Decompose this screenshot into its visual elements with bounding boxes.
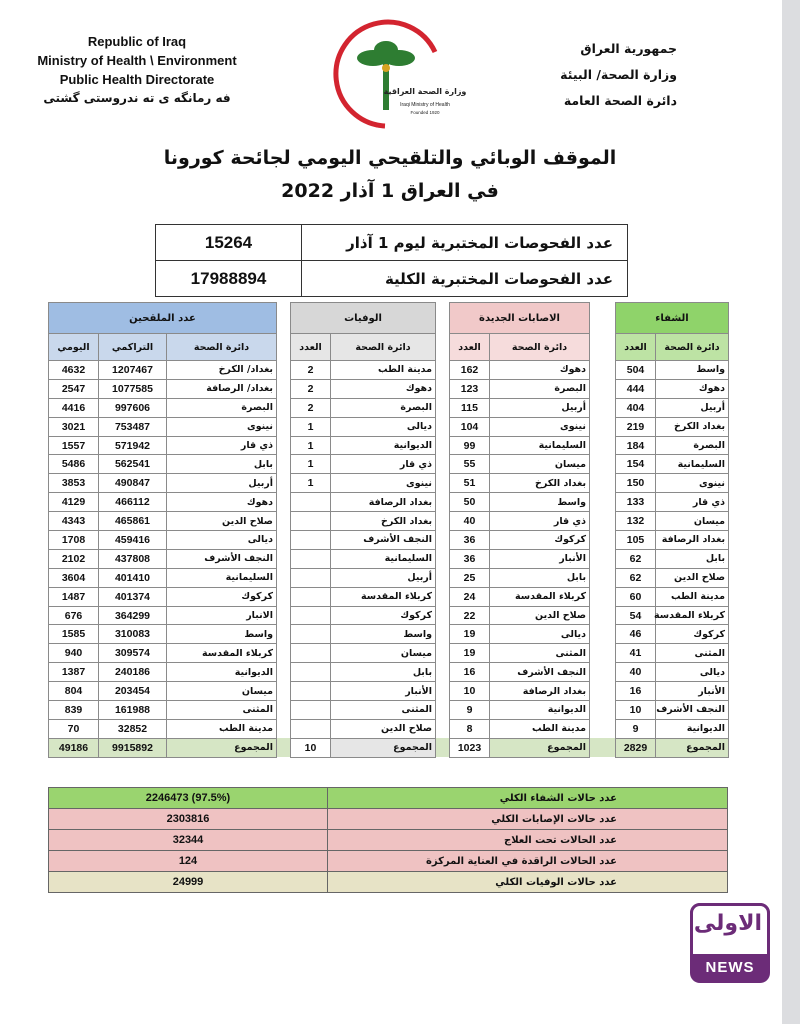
- total-deaths-label: المجموع: [331, 738, 436, 757]
- recovered-count-cell: 154: [616, 455, 656, 474]
- col-deaths-directorate: دائرة الصحة: [331, 334, 436, 361]
- recovered-count-cell: 62: [616, 549, 656, 568]
- infections-count-cell: 16: [450, 663, 490, 682]
- summary-value: 124: [49, 851, 328, 872]
- infections-directorate-cell: كربلاء المقدسة: [490, 587, 590, 606]
- vacc-cumulative-cell: 161988: [99, 701, 167, 720]
- deaths-count-cell: 1: [291, 455, 331, 474]
- vacc-directorate-cell: صلاح الدين: [167, 512, 277, 531]
- summary-label: عدد حالات الوفيات الكلي: [328, 872, 728, 893]
- table-row: [49, 474, 729, 493]
- infections-count-cell: 25: [450, 568, 490, 587]
- summary-row: [49, 830, 728, 851]
- deaths-directorate-cell: الأنبار: [331, 682, 436, 701]
- deaths-count-cell: [291, 587, 331, 606]
- infections-directorate-cell: كركوك: [490, 531, 590, 550]
- deaths-directorate-cell: ديالى: [331, 417, 436, 436]
- vacc-daily-cell: 5486: [49, 455, 99, 474]
- vacc-cumulative-cell: 240186: [99, 663, 167, 682]
- vacc-directorate-cell: النجف الأشرف: [167, 549, 277, 568]
- news-logo-badge: [690, 903, 770, 983]
- section-infections: الاصابات الجديدة: [450, 303, 590, 334]
- col-vacc-daily: اليومي: [49, 334, 99, 361]
- summary-label: عدد الحالات تحت العلاج: [328, 830, 728, 851]
- screen-edge: [782, 0, 800, 1024]
- table-row: [49, 436, 729, 455]
- infections-count-cell: 19: [450, 625, 490, 644]
- vacc-daily-cell: 940: [49, 644, 99, 663]
- total-infections: 1023: [450, 738, 490, 757]
- infections-directorate-cell: ميسان: [490, 455, 590, 474]
- infections-directorate-cell: بابل: [490, 568, 590, 587]
- deaths-count-cell: [291, 644, 331, 663]
- infections-count-cell: 10: [450, 682, 490, 701]
- vacc-cumulative-cell: 1207467: [99, 361, 167, 380]
- daily-tests-label: عدد الفحوصات المختبرية ليوم 1 آذار: [302, 225, 628, 261]
- vacc-cumulative-cell: 437808: [99, 549, 167, 568]
- column-header-row: [49, 334, 729, 361]
- vacc-cumulative-cell: 32852: [99, 719, 167, 738]
- vacc-directorate-cell: الانبار: [167, 606, 277, 625]
- header-en-line: Republic of Iraq: [87, 34, 187, 49]
- vacc-directorate-cell: السليمانية: [167, 568, 277, 587]
- section-deaths: الوفيات: [291, 303, 436, 334]
- table-row: [49, 644, 729, 663]
- vacc-directorate-cell: مدينة الطب: [167, 719, 277, 738]
- infections-directorate-cell: النجف الأشرف: [490, 663, 590, 682]
- section-header-row: [49, 303, 729, 334]
- infections-directorate-cell: صلاح الدين: [490, 606, 590, 625]
- recovered-count-cell: 444: [616, 379, 656, 398]
- recovered-directorate-cell: صلاح الدين: [656, 568, 729, 587]
- vacc-directorate-cell: نينوى: [167, 417, 277, 436]
- table-row: [49, 361, 729, 380]
- table-row: [49, 531, 729, 550]
- section-recovered: الشفاء: [616, 303, 729, 334]
- report-title: الموقف الوبائي والتلقيحي اليومي لجائحة كورونا: [163, 147, 617, 169]
- total-infections-label: المجموع: [490, 738, 590, 757]
- statistics-table: [48, 302, 729, 758]
- recovered-directorate-cell: النجف الأشرف: [656, 701, 729, 720]
- infections-directorate-cell: الأنبار: [490, 549, 590, 568]
- recovered-count-cell: 105: [616, 531, 656, 550]
- summary-row: [49, 788, 728, 809]
- vacc-cumulative-cell: 997606: [99, 398, 167, 417]
- vacc-directorate-cell: كربلاء المقدسة: [167, 644, 277, 663]
- infections-count-cell: 8: [450, 719, 490, 738]
- total-recovered: 2829: [616, 738, 656, 757]
- table-row: [49, 587, 729, 606]
- summary-label: عدد حالات الإصابات الكلي: [328, 809, 728, 830]
- deaths-directorate-cell: صلاح الدين: [331, 719, 436, 738]
- summary-value: 24999: [49, 872, 328, 893]
- daily-tests-row: [156, 225, 628, 261]
- infections-count-cell: 51: [450, 474, 490, 493]
- recovered-directorate-cell: دهوك: [656, 379, 729, 398]
- vacc-daily-cell: 3853: [49, 474, 99, 493]
- table-row: [49, 549, 729, 568]
- vacc-directorate-cell: ميسان: [167, 682, 277, 701]
- infections-directorate-cell: بغداد الكرخ: [490, 474, 590, 493]
- table-row: [49, 719, 729, 738]
- deaths-count-cell: [291, 606, 331, 625]
- recovered-count-cell: 62: [616, 568, 656, 587]
- recovered-directorate-cell: كربلاء المقدسة: [656, 606, 729, 625]
- total-deaths: 10: [291, 738, 331, 757]
- infections-directorate-cell: المثنى: [490, 644, 590, 663]
- vacc-daily-cell: 839: [49, 701, 99, 720]
- vacc-cumulative-cell: 562541: [99, 455, 167, 474]
- vacc-directorate-cell: دهوك: [167, 493, 277, 512]
- recovered-count-cell: 16: [616, 682, 656, 701]
- deaths-count-cell: 2: [291, 398, 331, 417]
- table-row: [49, 379, 729, 398]
- deaths-count-cell: [291, 625, 331, 644]
- table-row: [49, 625, 729, 644]
- deaths-directorate-cell: بابل: [331, 663, 436, 682]
- header-en-line: Ministry of Health \ Environment: [37, 53, 237, 68]
- recovered-count-cell: 54: [616, 606, 656, 625]
- vacc-cumulative-cell: 490847: [99, 474, 167, 493]
- col-infections-directorate: دائرة الصحة: [490, 334, 590, 361]
- total-vacc-daily: 49186: [49, 738, 99, 757]
- table-row: [49, 512, 729, 531]
- infections-count-cell: 24: [450, 587, 490, 606]
- vacc-daily-cell: 4129: [49, 493, 99, 512]
- infections-count-cell: 99: [450, 436, 490, 455]
- daily-tests-value: 15264: [156, 225, 302, 261]
- infections-count-cell: 123: [450, 379, 490, 398]
- totals-row: [49, 738, 729, 757]
- header-en-line: فه رمانگه ى ته ندروستى گشتى: [43, 91, 231, 105]
- vacc-daily-cell: 2547: [49, 379, 99, 398]
- vacc-cumulative-cell: 571942: [99, 436, 167, 455]
- recovered-count-cell: 9: [616, 719, 656, 738]
- infections-directorate-cell: الديوانية: [490, 701, 590, 720]
- col-infections-count: العدد: [450, 334, 490, 361]
- vacc-cumulative-cell: 466112: [99, 493, 167, 512]
- infections-directorate-cell: نينوى: [490, 417, 590, 436]
- vacc-daily-cell: 1585: [49, 625, 99, 644]
- recovered-count-cell: 132: [616, 512, 656, 531]
- deaths-count-cell: [291, 568, 331, 587]
- header-arabic: [477, 36, 677, 114]
- infections-count-cell: 162: [450, 361, 490, 380]
- deaths-directorate-cell: النجف الأشرف: [331, 531, 436, 550]
- deaths-count-cell: [291, 512, 331, 531]
- deaths-directorate-cell: المثنى: [331, 701, 436, 720]
- deaths-directorate-cell: كركوك: [331, 606, 436, 625]
- infections-count-cell: 22: [450, 606, 490, 625]
- vacc-directorate-cell: الديوانية: [167, 663, 277, 682]
- summary-value: 2303816: [49, 809, 328, 830]
- summary-value: 32344: [49, 830, 328, 851]
- vacc-directorate-cell: واسط: [167, 625, 277, 644]
- vacc-daily-cell: 4343: [49, 512, 99, 531]
- deaths-count-cell: [291, 701, 331, 720]
- infections-directorate-cell: دهوك: [490, 361, 590, 380]
- recovered-directorate-cell: أربيل: [656, 398, 729, 417]
- badge-news: NEWS: [705, 959, 755, 976]
- vacc-cumulative-cell: 309574: [99, 644, 167, 663]
- vacc-daily-cell: 4416: [49, 398, 99, 417]
- recovered-directorate-cell: ميسان: [656, 512, 729, 531]
- deaths-count-cell: [291, 493, 331, 512]
- header-ar-line: دائرة الصحة العامة: [563, 93, 677, 108]
- vacc-cumulative-cell: 465861: [99, 512, 167, 531]
- deaths-directorate-cell: واسط: [331, 625, 436, 644]
- summary-label: عدد الحالات الراقدة في العناية المركزة: [328, 851, 728, 872]
- total-tests-value: 17988894: [156, 261, 302, 297]
- vacc-cumulative-cell: 364299: [99, 606, 167, 625]
- vacc-daily-cell: 1708: [49, 531, 99, 550]
- summary-row: [49, 809, 728, 830]
- table-row: [49, 398, 729, 417]
- infections-count-cell: 40: [450, 512, 490, 531]
- vacc-daily-cell: 4632: [49, 361, 99, 380]
- deaths-count-cell: 1: [291, 436, 331, 455]
- header-en-line: Public Health Directorate: [59, 72, 215, 87]
- deaths-directorate-cell: البصرة: [331, 398, 436, 417]
- recovered-count-cell: 46: [616, 625, 656, 644]
- recovered-count-cell: 184: [616, 436, 656, 455]
- vacc-daily-cell: 1387: [49, 663, 99, 682]
- infections-directorate-cell: ذي قار: [490, 512, 590, 531]
- summary-table: [48, 787, 728, 893]
- vacc-cumulative-cell: 203454: [99, 682, 167, 701]
- col-deaths-count: العدد: [291, 334, 331, 361]
- table-row: [49, 417, 729, 436]
- infections-directorate-cell: واسط: [490, 493, 590, 512]
- header-ar-line: وزارة الصحة/ البيئة: [560, 67, 677, 82]
- deaths-count-cell: [291, 549, 331, 568]
- table-row: [49, 568, 729, 587]
- recovered-directorate-cell: ديالى: [656, 663, 729, 682]
- section-vaccinated: عدد الملقحين: [49, 303, 277, 334]
- deaths-directorate-cell: أربيل: [331, 568, 436, 587]
- recovered-directorate-cell: الأنبار: [656, 682, 729, 701]
- infections-directorate-cell: بغداد الرصافة: [490, 682, 590, 701]
- recovered-directorate-cell: واسط: [656, 361, 729, 380]
- badge-mark: الاولى: [693, 911, 762, 936]
- recovered-count-cell: 40: [616, 663, 656, 682]
- infections-count-cell: 115: [450, 398, 490, 417]
- deaths-directorate-cell: مدينة الطب: [331, 361, 436, 380]
- recovered-directorate-cell: نينوى: [656, 474, 729, 493]
- vacc-directorate-cell: ذي قار: [167, 436, 277, 455]
- recovered-count-cell: 10: [616, 701, 656, 720]
- table-row: [49, 455, 729, 474]
- deaths-directorate-cell: ذي قار: [331, 455, 436, 474]
- vacc-daily-cell: 2102: [49, 549, 99, 568]
- recovered-directorate-cell: مدينة الطب: [656, 587, 729, 606]
- logo-founded: Founded 1920: [410, 110, 440, 115]
- recovered-directorate-cell: ذي قار: [656, 493, 729, 512]
- recovered-count-cell: 41: [616, 644, 656, 663]
- summary-row: [49, 851, 728, 872]
- total-vacc-label: المجموع: [167, 738, 277, 757]
- recovered-count-cell: 150: [616, 474, 656, 493]
- deaths-count-cell: [291, 719, 331, 738]
- total-tests-label: عدد الفحوصات المختبرية الكلية: [302, 261, 628, 297]
- deaths-directorate-cell: الديوانية: [331, 436, 436, 455]
- total-tests-row: [156, 261, 628, 297]
- deaths-count-cell: 2: [291, 379, 331, 398]
- total-recovered-label: المجموع: [656, 738, 729, 757]
- col-recovered-count: العدد: [616, 334, 656, 361]
- infections-count-cell: 36: [450, 549, 490, 568]
- vacc-daily-cell: 804: [49, 682, 99, 701]
- report-date: في العراق 1 آذار 2022: [281, 180, 499, 202]
- deaths-count-cell: 1: [291, 474, 331, 493]
- recovered-count-cell: 133: [616, 493, 656, 512]
- recovered-count-cell: 60: [616, 587, 656, 606]
- recovered-directorate-cell: كركوك: [656, 625, 729, 644]
- summary-row: [49, 872, 728, 893]
- vacc-cumulative-cell: 1077585: [99, 379, 167, 398]
- deaths-count-cell: [291, 531, 331, 550]
- recovered-count-cell: 504: [616, 361, 656, 380]
- vacc-directorate-cell: أربيل: [167, 474, 277, 493]
- infections-directorate-cell: السليمانية: [490, 436, 590, 455]
- table-row: [49, 606, 729, 625]
- deaths-count-cell: 2: [291, 361, 331, 380]
- infections-count-cell: 36: [450, 531, 490, 550]
- header-english: [22, 32, 252, 108]
- infections-directorate-cell: أربيل: [490, 398, 590, 417]
- recovered-count-cell: 404: [616, 398, 656, 417]
- vacc-directorate-cell: البصرة: [167, 398, 277, 417]
- vacc-cumulative-cell: 753487: [99, 417, 167, 436]
- table-row: [49, 663, 729, 682]
- vacc-daily-cell: 70: [49, 719, 99, 738]
- vacc-daily-cell: 676: [49, 606, 99, 625]
- ministry-logo: [325, 22, 467, 134]
- vacc-directorate-cell: بغداد/ الرصافة: [167, 379, 277, 398]
- summary-label: عدد حالات الشفاء الكلي: [328, 788, 728, 809]
- deaths-directorate-cell: السليمانية: [331, 549, 436, 568]
- deaths-count-cell: [291, 682, 331, 701]
- table-row: [49, 493, 729, 512]
- infections-count-cell: 104: [450, 417, 490, 436]
- recovered-directorate-cell: البصرة: [656, 436, 729, 455]
- lab-tests-table: [155, 224, 628, 297]
- recovered-directorate-cell: بغداد الرصافة: [656, 531, 729, 550]
- deaths-directorate-cell: بغداد الكرخ: [331, 512, 436, 531]
- summary-value: 2246473 (97.5%): [49, 788, 328, 809]
- infections-count-cell: 19: [450, 644, 490, 663]
- vacc-directorate-cell: كركوك: [167, 587, 277, 606]
- deaths-count-cell: 1: [291, 417, 331, 436]
- vacc-directorate-cell: ديالى: [167, 531, 277, 550]
- vacc-daily-cell: 3021: [49, 417, 99, 436]
- infections-directorate-cell: مدينة الطب: [490, 719, 590, 738]
- vacc-cumulative-cell: 401410: [99, 568, 167, 587]
- deaths-directorate-cell: نينوى: [331, 474, 436, 493]
- vacc-cumulative-cell: 401374: [99, 587, 167, 606]
- vacc-cumulative-cell: 310083: [99, 625, 167, 644]
- col-vacc-cumulative: التراكمي: [99, 334, 167, 361]
- recovered-directorate-cell: بغداد الكرخ: [656, 417, 729, 436]
- recovered-directorate-cell: الديوانية: [656, 719, 729, 738]
- table-row: [49, 682, 729, 701]
- recovered-directorate-cell: السليمانية: [656, 455, 729, 474]
- deaths-count-cell: [291, 663, 331, 682]
- deaths-directorate-cell: دهوك: [331, 379, 436, 398]
- vacc-daily-cell: 3604: [49, 568, 99, 587]
- infections-directorate-cell: البصرة: [490, 379, 590, 398]
- deaths-directorate-cell: كربلاء المقدسة: [331, 587, 436, 606]
- deaths-directorate-cell: ميسان: [331, 644, 436, 663]
- infections-count-cell: 9: [450, 701, 490, 720]
- vacc-directorate-cell: المثنى: [167, 701, 277, 720]
- col-vacc-directorate: دائرة الصحة: [167, 334, 277, 361]
- recovered-directorate-cell: بابل: [656, 549, 729, 568]
- col-recovered-directorate: دائرة الصحة: [656, 334, 729, 361]
- vacc-daily-cell: 1487: [49, 587, 99, 606]
- logo-text-en: Iraqi Ministry of Health: [400, 102, 450, 108]
- recovered-count-cell: 219: [616, 417, 656, 436]
- header-ar-line: جمهورية العراق: [580, 41, 677, 56]
- deaths-directorate-cell: بغداد الرصافة: [331, 493, 436, 512]
- palm-tree-icon: [357, 41, 415, 110]
- vacc-cumulative-cell: 459416: [99, 531, 167, 550]
- vacc-directorate-cell: بابل: [167, 455, 277, 474]
- infections-count-cell: 55: [450, 455, 490, 474]
- vacc-daily-cell: 1557: [49, 436, 99, 455]
- recovered-directorate-cell: المثنى: [656, 644, 729, 663]
- total-vacc-cumulative: 9915892: [99, 738, 167, 757]
- infections-directorate-cell: ديالى: [490, 625, 590, 644]
- logo-text-ar: وزارة الصحة العراقية: [383, 87, 467, 96]
- table-row: [49, 701, 729, 720]
- infections-count-cell: 50: [450, 493, 490, 512]
- vacc-directorate-cell: بغداد/ الكرخ: [167, 361, 277, 380]
